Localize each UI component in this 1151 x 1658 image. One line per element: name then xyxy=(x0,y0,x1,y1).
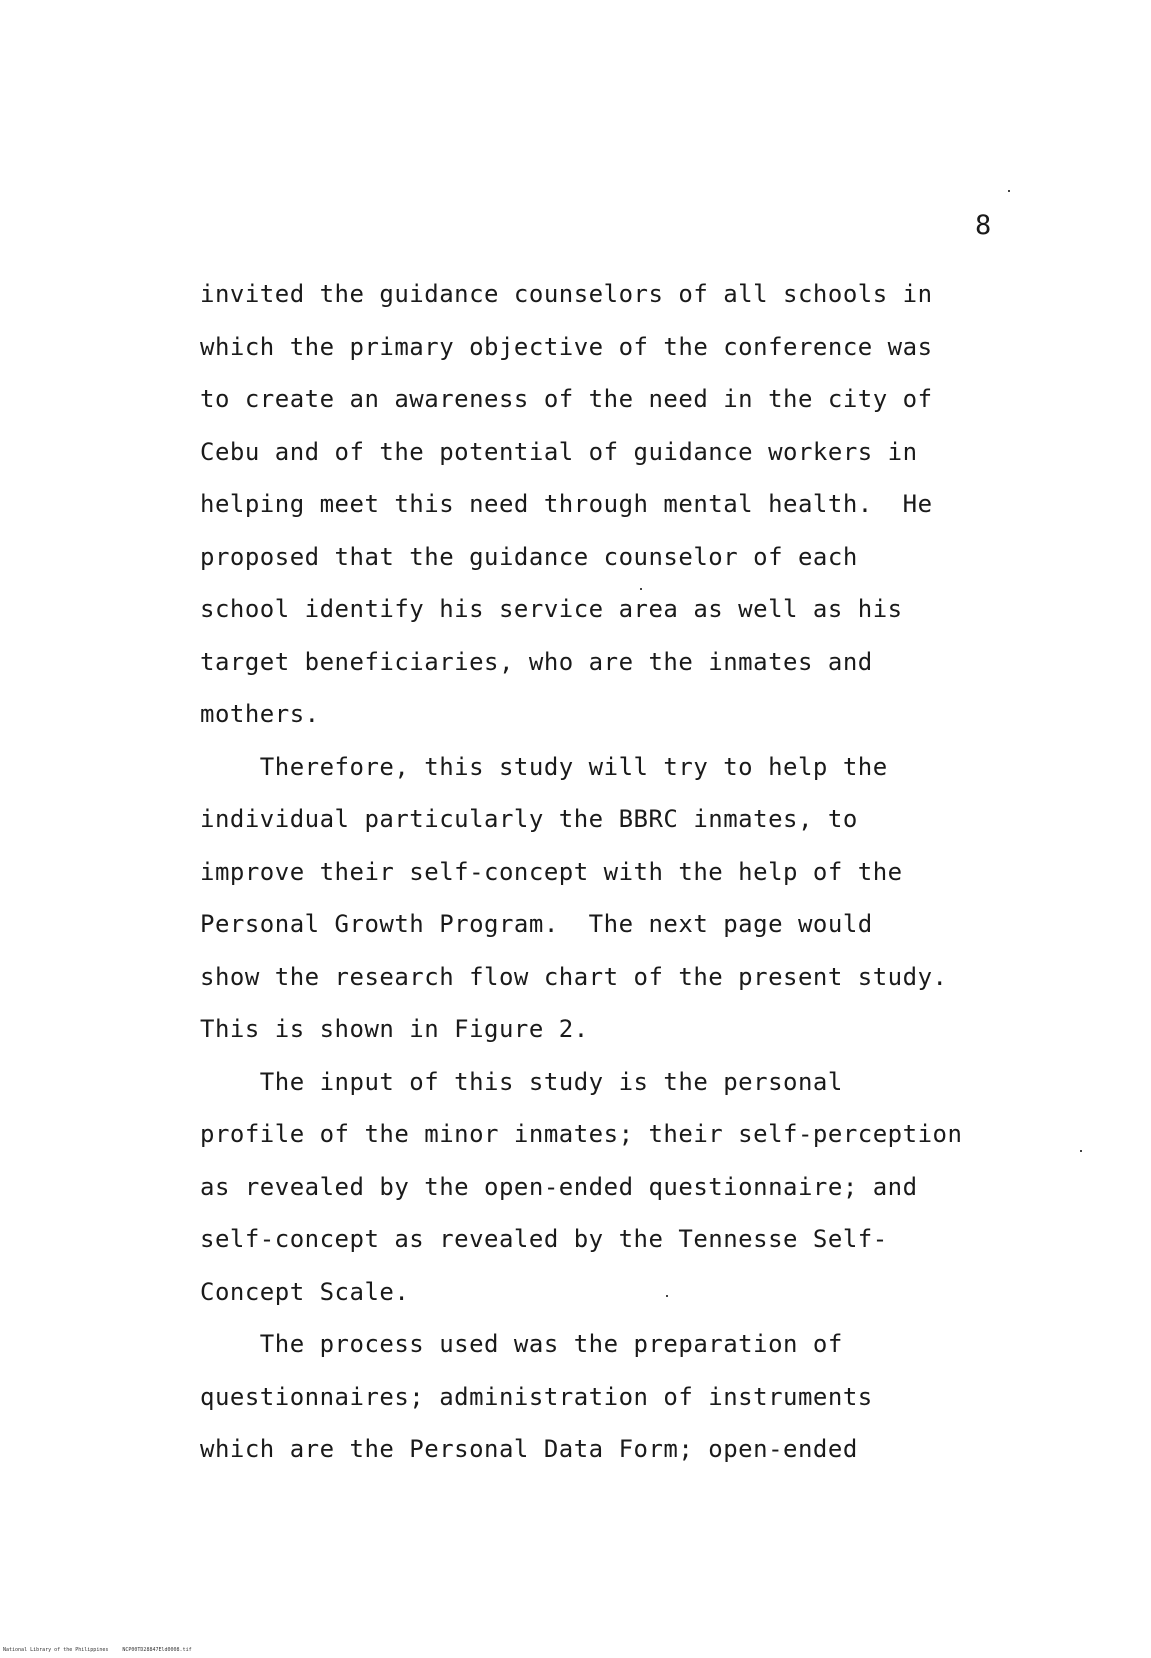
text-line: profile of the minor inmates; their self-perception xyxy=(200,1120,963,1148)
page-number: 8 xyxy=(975,210,992,241)
text-line: to create an awareness of the need in the city of xyxy=(200,385,933,413)
text-line: proposed that the guidance counselor of each xyxy=(200,542,858,571)
scan-speck xyxy=(1080,1150,1082,1152)
text-line: Concept Scale. xyxy=(200,1277,410,1306)
body-text xyxy=(200,268,1080,1476)
text-line: which the primary objective of the conference was xyxy=(200,332,933,361)
scan-footer xyxy=(3,1648,206,1653)
text-line: target beneficiaries, who are the inmates and xyxy=(200,647,873,676)
text-line: Therefore, this study will try to help the xyxy=(200,752,888,781)
text-line: The process used was the preparation of xyxy=(200,1330,843,1358)
text-line: invited the guidance counselors of all schools in xyxy=(200,280,933,308)
scan-speck xyxy=(1008,190,1010,192)
text-line: The input of this study is the personal xyxy=(200,1067,843,1096)
scan-speck xyxy=(640,588,642,590)
text-line: Cebu and of the potential of guidance workers in xyxy=(200,437,918,466)
text-line: This is shown in Figure 2. xyxy=(200,1015,589,1043)
scan-speck xyxy=(666,1295,668,1297)
text-line: mothers. xyxy=(200,700,320,728)
text-line: helping meet this need through mental health. He xyxy=(200,490,933,518)
footer-code: NCP00TD28847Eld0008.tif xyxy=(122,1647,192,1653)
text-line: improve their self-concept with the help of the xyxy=(200,857,903,886)
text-line: which are the Personal Data Form; open-ended xyxy=(200,1435,858,1463)
footer-library: National Library of the Philippines xyxy=(3,1647,109,1653)
text-line: show the research flow chart of the present study. xyxy=(200,962,948,991)
text-line: school identify his service area as well as his xyxy=(200,595,903,623)
text-line: as revealed by the open-ended questionnaire; and xyxy=(200,1172,918,1201)
text-line: questionnaires; administration of instruments xyxy=(200,1382,873,1411)
text-line: Personal Growth Program. The next page would xyxy=(200,910,873,938)
text-line: self-concept as revealed by the Tennesse Self- xyxy=(200,1225,888,1253)
text-line: individual particularly the BBRC inmates, to xyxy=(200,805,858,833)
